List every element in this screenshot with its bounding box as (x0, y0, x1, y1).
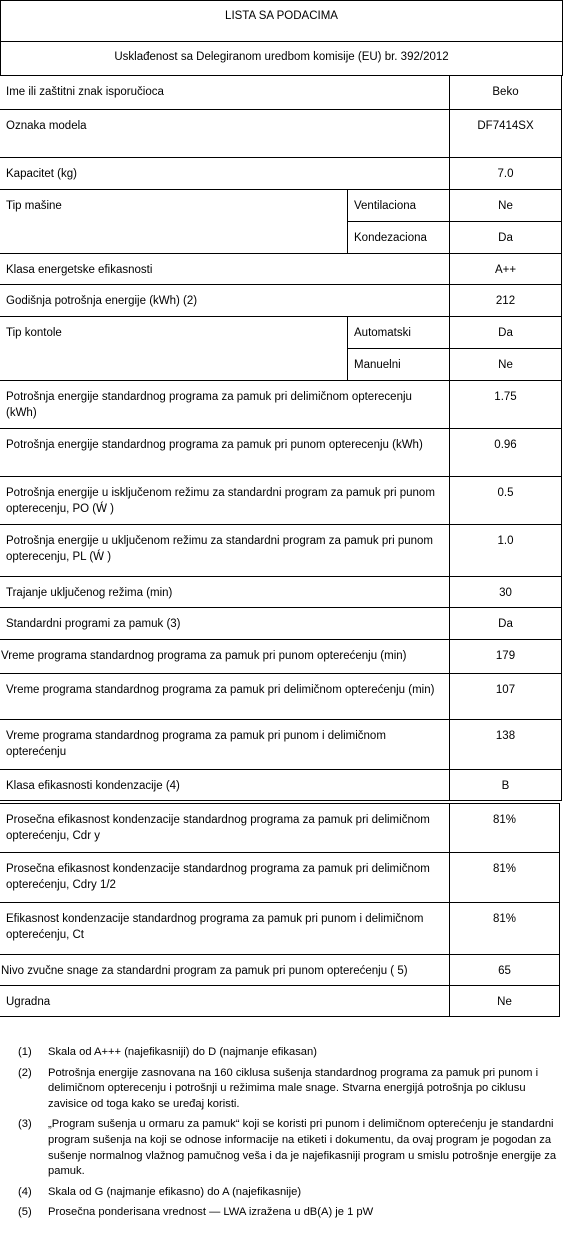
row-value: 107 (450, 674, 562, 720)
row-value: 7.0 (450, 158, 562, 190)
row-value: 0.5 (450, 477, 562, 525)
row-label: Vreme programa standardnog programa za pamuk pri delimičnom opterećenju (min) (0, 674, 450, 720)
row-label: Kapacitet (kg) (0, 158, 450, 190)
table-row (0, 803, 560, 853)
sub-label: Kondezaciona (348, 222, 450, 254)
row-label: Godišnja potrošnja energije (kWh) (2) (0, 285, 450, 317)
row-value: 81% (450, 903, 560, 955)
sub-value: Da (450, 222, 562, 254)
row-label: Potrošnja energije u uključenom režimu za standardni program za pamuk pri punom opterecenju, PL (Ẃ ) (0, 525, 450, 577)
footnote-number: (2) (18, 1066, 32, 1079)
row-value: 138 (450, 720, 562, 770)
row-label: Potrošnja energije standardnog programa za pamuk pri delimičnom opterecenju (kWh) (0, 381, 450, 429)
table-row (0, 770, 563, 801)
row-label: Ime ili zaštitni znak isporučioca (0, 76, 450, 110)
row-value: 1.75 (450, 381, 562, 429)
row-label: Potrošnja energije standardnog programa za pamuk pri punom opterecenju (kWh) (0, 429, 450, 477)
footnote-item (18, 1117, 563, 1179)
table-row (0, 381, 563, 429)
row-label: Tip kontole (0, 317, 348, 381)
sub-label: Ventilaciona (348, 190, 450, 222)
row-label: Trajanje uključenog režima (min) (0, 577, 450, 608)
row-label: Nivo zvučne snage za standardni program za pamuk pri punom opterećenju ( 5) (0, 955, 450, 986)
table-row (0, 525, 563, 577)
row-value: 212 (450, 285, 562, 317)
row-label: Efikasnost kondenzacije standardnog programa za pamuk pri punom i delimičnom opterećenju, Ct (0, 903, 450, 955)
row-label: Tip mašine (0, 190, 348, 254)
footnote-text: Skala od A+++ (najefikasniji) do D (najmanje efikasan) (48, 1046, 317, 1058)
footnote-number: (4) (18, 1185, 32, 1198)
row-value: 81% (450, 804, 560, 853)
sub-label: Automatski (348, 317, 450, 349)
table-row-control-type (0, 317, 563, 381)
row-label: Standardni programi za pamuk (3) (0, 608, 450, 640)
footnote-text: Skala od G (najmanje efikasno) do A (najefikasnije) (48, 1185, 302, 1198)
footnote-item (18, 1185, 563, 1201)
row-label: Oznaka modela (0, 110, 450, 158)
row-label: Vreme programa standardnog programa za pamuk pri punom i delimičnom opterećenju (0, 720, 450, 770)
footnote-number: (3) (18, 1118, 32, 1131)
table-row (0, 254, 563, 285)
table-subtitle: Usklađenost sa Delegiranom uredbom komisije (EU) br. 392/2012 (1, 42, 563, 76)
table-row (0, 640, 563, 674)
row-value: 30 (450, 577, 562, 608)
footnote-text: Prosečna ponderisana vrednost — LWA izražena u dB(A) je 1 pW (48, 1206, 374, 1219)
sub-value: Ne (450, 190, 562, 222)
row-value: Da (450, 608, 562, 640)
table-row (0, 853, 560, 903)
row-label: Ugradna (0, 986, 450, 1017)
row-label: Vreme programa standardnog programa za pamuk pri punom opterećenju (min) (0, 640, 450, 674)
row-label: Klasa efikasnosti kondenzacije (4) (0, 770, 450, 801)
row-value: DF7414SX (450, 110, 562, 158)
footnote-item (18, 1205, 563, 1221)
row-value: 65 (450, 955, 560, 986)
footnote-text: Potrošnja energije zasnovana na 160 ciklusa sušenja standardnog programa za pamuk pri punom i delimičnom opterecenju i potrošnji u režimima male snage. Stvarna energijá potrošnja po ciklusu zavisice od toga kako se uređaj koristi. (48, 1066, 539, 1110)
table-row (0, 110, 563, 158)
table-row (0, 158, 563, 190)
table-row (0, 720, 563, 770)
sub-value: Da (450, 317, 562, 349)
sub-value: Ne (450, 349, 562, 381)
footnote-text: „Program sušenja u ormaru za pamuk“ koji se koristi pri punom i delimičnom opterećenju je standardni program sušenja na koji se odnose informacije na etiketi i dokumentu, da ovaj program je pogodan za sušenje normalnog vlažnog pamučnog veša i da je najefikasniji program u smislu potrošnje energije za pamuk. (48, 1118, 557, 1178)
table-title-row (0, 0, 563, 42)
row-value: B (450, 770, 562, 801)
row-value: 179 (450, 640, 562, 674)
table-row (0, 986, 560, 1017)
row-label: Prosečna efikasnost kondenzacije standardnog programa za pamuk pri delimičnom opterećenju, Cdry 1/2 (0, 853, 450, 903)
row-label: Prosečna efikasnost kondenzacije standardnog programa za pamuk pri delimičnom opterećenju, Cdr y (0, 804, 450, 853)
footnote-number: (1) (18, 1046, 32, 1058)
footnote-item (18, 1045, 563, 1061)
table-row (0, 674, 563, 720)
row-value: 0.96 (450, 429, 562, 477)
row-value: Beko (450, 76, 562, 110)
footnotes (18, 1045, 563, 1226)
table-row (0, 955, 560, 986)
row-value: Ne (450, 986, 560, 1017)
table-title: LISTA SA PODACIMA (1, 1, 563, 42)
sub-label: Manuelni (348, 349, 450, 381)
table-row (0, 76, 563, 110)
table-row (0, 477, 563, 525)
table-row (0, 903, 560, 955)
table-row (0, 429, 563, 477)
footnote-number: (5) (18, 1206, 32, 1219)
row-label: Klasa energetske efikasnosti (0, 254, 450, 285)
row-label: Potrošnja energije u isključenom režimu za standardni program za pamuk pri punom opterecenju, PO (Ẃ ) (0, 477, 450, 525)
table-row (0, 608, 563, 640)
table-row-machine-type (0, 190, 563, 254)
table-row (0, 285, 563, 317)
row-value: A++ (450, 254, 562, 285)
row-value: 81% (450, 853, 560, 903)
table-row (0, 577, 563, 608)
table-subtitle-row (0, 42, 563, 76)
footnote-item (18, 1066, 563, 1113)
row-value: 1.0 (450, 525, 562, 577)
